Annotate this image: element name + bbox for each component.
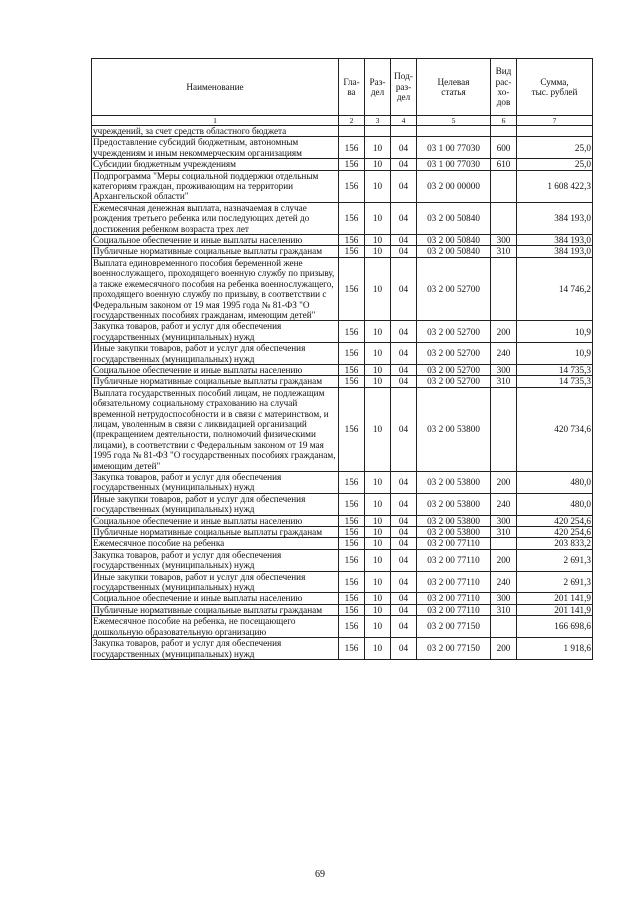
table-row: [92, 321, 593, 343]
row-target-article: 03 2 00 52700: [417, 321, 491, 343]
row-razdel: 10: [365, 387, 391, 471]
row-razdel: 10: [365, 549, 391, 571]
row-razdel: 10: [365, 638, 391, 660]
row-sum: 14 746,2: [517, 257, 593, 320]
row-expense-type: 200: [491, 549, 517, 571]
table-row: [92, 159, 593, 170]
row-glava: 156: [339, 170, 365, 202]
table-row: [92, 235, 593, 246]
table-row: [92, 515, 593, 526]
row-expense-type: 310: [491, 376, 517, 387]
row-podrazdel: 04: [391, 472, 417, 494]
row-glava: 156: [339, 257, 365, 320]
row-name: Иные закупки товаров, работ и услуг для обеспечения государственных (муниципальных) нужд: [92, 493, 339, 515]
row-podrazdel: 04: [391, 321, 417, 343]
row-sum: 166 698,6: [517, 616, 593, 638]
row-podrazdel: 04: [391, 235, 417, 246]
row-razdel: 10: [365, 538, 391, 549]
row-expense-type: 310: [491, 604, 517, 615]
row-target-article: 03 2 00 77110: [417, 604, 491, 615]
row-razdel: 10: [365, 604, 391, 615]
row-podrazdel: 04: [391, 515, 417, 526]
header-sum: Сумма, тыс. рублей: [517, 59, 593, 116]
row-name: Социальное обеспечение и иные выплаты населению: [92, 515, 339, 526]
row-glava: 156: [339, 571, 365, 593]
row-expense-type: 310: [491, 246, 517, 257]
row-glava: 156: [339, 137, 365, 159]
row-target-article: 03 2 00 77110: [417, 538, 491, 549]
row-podrazdel: 04: [391, 170, 417, 202]
row-razdel: 10: [365, 616, 391, 638]
row-expense-type: 300: [491, 235, 517, 246]
row-podrazdel: 04: [391, 343, 417, 365]
row-name: Публичные нормативные социальные выплаты гражданам: [92, 527, 339, 538]
row-expense-type: [491, 170, 517, 202]
page-number: 69: [315, 869, 325, 880]
budget-table: [91, 58, 593, 660]
row-expense-type: 300: [491, 364, 517, 375]
row-sum: 384 193,0: [517, 246, 593, 257]
row-podrazdel: 04: [391, 604, 417, 615]
row-target-article: 03 1 00 77030: [417, 137, 491, 159]
row-expense-type: [491, 257, 517, 320]
row-target-article: 03 2 00 53800: [417, 515, 491, 526]
row-target-article: 03 2 00 52700: [417, 376, 491, 387]
row-expense-type: 200: [491, 472, 517, 494]
row-name: Закупка товаров, работ и услуг для обеспечения государственных (муниципальных) нужд: [92, 549, 339, 571]
column-number: 6: [491, 116, 517, 126]
row-sum: 420 254,6: [517, 515, 593, 526]
table-row: [92, 170, 593, 202]
row-razdel: 10: [365, 343, 391, 365]
row-razdel: 10: [365, 321, 391, 343]
row-sum: 14 735,3: [517, 364, 593, 375]
header-razdel: Раз- дел: [365, 59, 391, 116]
row-expense-type: 240: [491, 343, 517, 365]
row-sum: 420 734,6: [517, 387, 593, 471]
row-sum: 1 608 422,3: [517, 170, 593, 202]
row-sum: 384 193,0: [517, 235, 593, 246]
header-podrazdel: Под- раз- дел: [391, 59, 417, 116]
row-razdel: 10: [365, 246, 391, 257]
row-podrazdel: 04: [391, 638, 417, 660]
row-sum: 10,9: [517, 321, 593, 343]
row-glava: 156: [339, 472, 365, 494]
row-glava: 156: [339, 246, 365, 257]
table-row: [92, 593, 593, 604]
header-vid: Вид рас- хо- дов: [491, 59, 517, 116]
table-header-row: [92, 59, 593, 116]
row-target-article: 03 2 00 77110: [417, 593, 491, 604]
row-name: учреждений, за счет средств областного бюджета: [92, 126, 339, 137]
row-sum: 201 141,9: [517, 593, 593, 604]
row-glava: 156: [339, 387, 365, 471]
row-podrazdel: 04: [391, 387, 417, 471]
row-name: Закупка товаров, работ и услуг для обеспечения государственных (муниципальных) нужд: [92, 472, 339, 494]
row-glava: 156: [339, 527, 365, 538]
row-razdel: 10: [365, 235, 391, 246]
row-sum: 2 691,3: [517, 549, 593, 571]
table-row: [92, 538, 593, 549]
row-razdel: 10: [365, 571, 391, 593]
table-row: [92, 364, 593, 375]
row-target-article: 03 2 00 77110: [417, 571, 491, 593]
row-name: Публичные нормативные социальные выплаты гражданам: [92, 604, 339, 615]
row-sum: 1 918,6: [517, 638, 593, 660]
row-sum: 203 833,2: [517, 538, 593, 549]
row-expense-type: 300: [491, 593, 517, 604]
row-target-article: 03 2 00 52700: [417, 364, 491, 375]
column-number-row: [92, 116, 593, 126]
row-name: Выплата единовременного пособия беременной жене военнослужащего, проходящего военную службу по призыву, а также ежемесячного пособия на ребенка военнослужащего, проходящего военную службу по призыву, в соответствии с Федеральным законом от 19 мая 1995 года № 81-ФЗ "О государственных пособиях гражданам, имеющим детей": [92, 257, 339, 320]
row-razdel: 10: [365, 159, 391, 170]
row-glava: 156: [339, 549, 365, 571]
table-row: [92, 571, 593, 593]
row-razdel: 10: [365, 364, 391, 375]
row-razdel: 10: [365, 257, 391, 320]
row-target-article: 03 2 00 52700: [417, 343, 491, 365]
table-row: [92, 638, 593, 660]
row-podrazdel: 04: [391, 257, 417, 320]
row-expense-type: 200: [491, 321, 517, 343]
row-glava: 156: [339, 616, 365, 638]
column-number: 5: [417, 116, 491, 126]
table-row: [92, 472, 593, 494]
row-podrazdel: 04: [391, 527, 417, 538]
row-glava: 156: [339, 321, 365, 343]
row-name: Иные закупки товаров, работ и услуг для обеспечения государственных (муниципальных) нужд: [92, 571, 339, 593]
row-name: Субсидии бюджетным учреждениям: [92, 159, 339, 170]
row-target-article: 03 2 00 52700: [417, 257, 491, 320]
row-glava: 156: [339, 364, 365, 375]
row-razdel: 10: [365, 170, 391, 202]
row-name: Социальное обеспечение и иные выплаты населению: [92, 235, 339, 246]
table-row: [92, 257, 593, 320]
row-name: Подпрограмма "Меры социальной поддержки отдельным категориям граждан, проживающим на территории Архангельской области": [92, 170, 339, 202]
row-razdel: 10: [365, 515, 391, 526]
header-target: Целевая статья: [417, 59, 491, 116]
table-row: [92, 493, 593, 515]
row-glava: 156: [339, 493, 365, 515]
row-sum: [517, 126, 593, 137]
column-number: 3: [365, 116, 391, 126]
table-row: [92, 387, 593, 471]
row-podrazdel: 04: [391, 593, 417, 604]
row-glava: 156: [339, 159, 365, 170]
row-name: Публичные нормативные социальные выплаты гражданам: [92, 376, 339, 387]
row-podrazdel: 04: [391, 202, 417, 234]
row-podrazdel: 04: [391, 616, 417, 638]
row-expense-type: 240: [491, 571, 517, 593]
row-razdel: 10: [365, 472, 391, 494]
table-row: [92, 246, 593, 257]
row-expense-type: [491, 202, 517, 234]
header-name: Наименование: [92, 59, 339, 116]
column-number: 1: [92, 116, 339, 126]
row-glava: 156: [339, 593, 365, 604]
row-target-article: 03 2 00 50840: [417, 246, 491, 257]
row-expense-type: [491, 387, 517, 471]
row-name: Предоставление субсидий бюджетным, автономным учреждениям и иным некоммерческим организациям: [92, 137, 339, 159]
row-expense-type: 310: [491, 527, 517, 538]
row-sum: 25,0: [517, 137, 593, 159]
row-name: Закупка товаров, работ и услуг для обеспечения государственных (муниципальных) нужд: [92, 638, 339, 660]
row-target-article: 03 2 00 53800: [417, 493, 491, 515]
row-name: Ежемесячное пособие на ребенка, не посещающего дошкольную образовательную организацию: [92, 616, 339, 638]
row-target-article: 03 2 00 53800: [417, 472, 491, 494]
row-expense-type: 200: [491, 638, 517, 660]
row-name: Публичные нормативные социальные выплаты гражданам: [92, 246, 339, 257]
table-row: [92, 202, 593, 234]
row-expense-type: 240: [491, 493, 517, 515]
row-razdel: 10: [365, 376, 391, 387]
row-sum: 2 691,3: [517, 571, 593, 593]
row-podrazdel: 04: [391, 538, 417, 549]
row-podrazdel: 04: [391, 549, 417, 571]
row-expense-type: [491, 616, 517, 638]
row-podrazdel: 04: [391, 246, 417, 257]
row-podrazdel: 04: [391, 137, 417, 159]
row-glava: 156: [339, 638, 365, 660]
row-podrazdel: 04: [391, 159, 417, 170]
row-glava: 156: [339, 202, 365, 234]
row-glava: 156: [339, 604, 365, 615]
row-glava: 156: [339, 515, 365, 526]
row-razdel: 10: [365, 593, 391, 604]
row-sum: 480,0: [517, 472, 593, 494]
row-sum: 480,0: [517, 493, 593, 515]
row-podrazdel: 04: [391, 364, 417, 375]
row-podrazdel: 04: [391, 493, 417, 515]
row-expense-type: 300: [491, 515, 517, 526]
table-row: [92, 549, 593, 571]
row-name: Социальное обеспечение и иные выплаты населению: [92, 593, 339, 604]
row-target-article: 03 2 00 77110: [417, 549, 491, 571]
row-glava: 156: [339, 376, 365, 387]
row-podrazdel: [391, 126, 417, 137]
table-body: [92, 126, 593, 660]
row-razdel: 10: [365, 493, 391, 515]
row-sum: 10,9: [517, 343, 593, 365]
column-number: 4: [391, 116, 417, 126]
table-row: [92, 527, 593, 538]
row-razdel: 10: [365, 137, 391, 159]
row-razdel: 10: [365, 527, 391, 538]
row-target-article: 03 2 00 50840: [417, 235, 491, 246]
table-row: [92, 616, 593, 638]
table-row: [92, 137, 593, 159]
row-target-article: 03 2 00 50840: [417, 202, 491, 234]
row-target-article: 03 2 00 53800: [417, 387, 491, 471]
row-name: Иные закупки товаров, работ и услуг для обеспечения государственных (муниципальных) нужд: [92, 343, 339, 365]
table-row: [92, 376, 593, 387]
row-name: Ежемесячное пособие на ребенка: [92, 538, 339, 549]
row-glava: 156: [339, 538, 365, 549]
row-expense-type: 610: [491, 159, 517, 170]
row-expense-type: [491, 126, 517, 137]
row-razdel: 10: [365, 202, 391, 234]
column-number: 7: [517, 116, 593, 126]
table-row: [92, 604, 593, 615]
row-glava: 156: [339, 235, 365, 246]
row-target-article: 03 2 00 77150: [417, 638, 491, 660]
row-podrazdel: 04: [391, 571, 417, 593]
row-name: Ежемесячная денежная выплата, назначаемая в случае рождения третьего ребенка или последующих детей до достижения ребенком возраста трех лет: [92, 202, 339, 234]
row-target-article: 03 2 00 77150: [417, 616, 491, 638]
row-expense-type: [491, 538, 517, 549]
row-sum: 25,0: [517, 159, 593, 170]
row-sum: 201 141,9: [517, 604, 593, 615]
row-expense-type: 600: [491, 137, 517, 159]
column-number: 2: [339, 116, 365, 126]
row-sum: 384 193,0: [517, 202, 593, 234]
row-name: Закупка товаров, работ и услуг для обеспечения государственных (муниципальных) нужд: [92, 321, 339, 343]
row-target-article: 03 2 00 53800: [417, 527, 491, 538]
row-target-article: [417, 126, 491, 137]
row-name: Социальное обеспечение и иные выплаты населению: [92, 364, 339, 375]
row-sum: 14 735,3: [517, 376, 593, 387]
header-glava: Гла- ва: [339, 59, 365, 116]
row-podrazdel: 04: [391, 376, 417, 387]
row-razdel: [365, 126, 391, 137]
row-glava: [339, 126, 365, 137]
table-row: [92, 126, 593, 137]
row-name: Выплата государственных пособий лицам, не подлежащим обязательному социальному страхованию на случай временной нетрудоспособности и в связи с материнством, и лицам, уволенным в связи с ликвидацией организаций (прекращением деятельности, полномочий физическими лицами), в соответствии с Федеральным законом от 19 мая 1995 года № 81-ФЗ "О государственных пособиях гражданам, имеющим детей": [92, 387, 339, 471]
row-target-article: 03 1 00 77030: [417, 159, 491, 170]
row-glava: 156: [339, 343, 365, 365]
table-row: [92, 343, 593, 365]
budget-table-container: [91, 58, 592, 660]
row-sum: 420 254,6: [517, 527, 593, 538]
row-target-article: 03 2 00 00000: [417, 170, 491, 202]
